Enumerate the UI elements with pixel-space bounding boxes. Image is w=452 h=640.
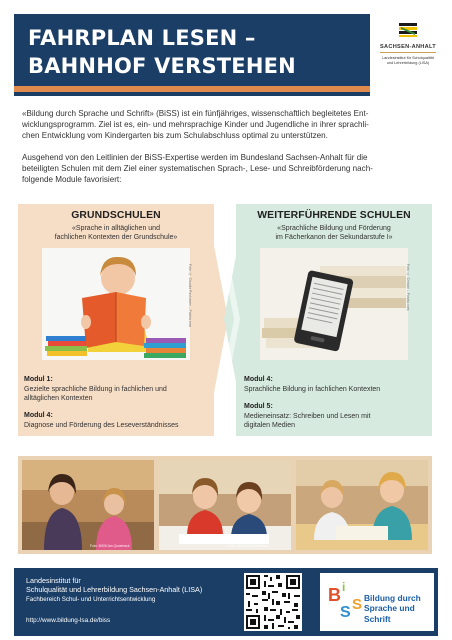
svg-text:S: S [340, 604, 351, 621]
panel-subtitle-line-2: im Fächerkanon der Sekundarstufe I» [275, 234, 393, 241]
title-accent-bar [14, 86, 370, 92]
child-reading-photo [42, 248, 190, 360]
panel-subtitle-line-1: «Sprachliche Bildung und Förderung [277, 225, 391, 232]
coat-of-arms-icon [398, 22, 418, 38]
module-desc [244, 412, 414, 430]
biss-tagline [364, 593, 434, 624]
module-title: Modul 5: [244, 403, 273, 410]
intro-p2-line: Ausgehend von den Leitlinien der BiSS-Expertise werden im Bundesland Sachsen-Anhalt für die [22, 153, 368, 162]
transition-arrow [208, 214, 244, 424]
module-desc-line: Medieneinsatz: Schreiben und Lesen mit [244, 413, 371, 420]
footer-institute-line-1: Landesinstitut für [26, 576, 81, 585]
svg-text:B: B [328, 585, 341, 605]
logo-institute-name [374, 56, 442, 66]
biss-tagline-line-2: Sprache und Schrift [364, 603, 415, 624]
footer-url[interactable]: http://www.bildung-lsa.de/biss [26, 617, 111, 624]
module-desc-line: alltäglichen Kontexten [24, 395, 93, 402]
logo-sub-line-1: Landesinstitut für Schulqualität [382, 56, 434, 60]
biss-logo [320, 573, 434, 631]
module-title: Modul 4: [24, 412, 53, 419]
title-banner [14, 14, 370, 96]
panel-heading: GRUNDSCHULEN [71, 210, 161, 221]
photo-credit: Foto: BiSS/Jan Quwerlack [90, 544, 130, 548]
panel-subtitle-line-1: «Sprache in alltäglichen und [72, 225, 160, 232]
ereader-books-photo [260, 248, 408, 360]
intro-p2-line: folgende Module favorisiert: [22, 175, 122, 185]
classroom-photo-2 [159, 460, 291, 550]
module-title: Modul 1: [24, 376, 53, 383]
intro-paragraph-2 [22, 152, 432, 186]
intro-paragraph-1 [22, 108, 432, 142]
module-title: Modul 4: [244, 376, 273, 383]
classroom-photo-3 [296, 460, 428, 550]
intro-p1-line: «Bildung durch Sprache und Schrift» (BiSS) ist ein fünfjähriges, wissenschaftlich begleitetes Ent- [22, 109, 369, 118]
panel-heading: WEITERFÜHRENDE SCHULEN [257, 210, 411, 221]
biss-letters-icon [326, 579, 366, 625]
intro-p1-line: wicklungsprogramm. Ziel ist es, ein- und mehrsprachige Kinder und Jugendliche in ihrer sprachli- [22, 120, 369, 130]
footer-department: Fachbereich Schul- und Unterrichtsentwicklung [26, 596, 156, 603]
svg-text:S: S [352, 596, 363, 613]
svg-text:i: i [342, 580, 346, 594]
panel-weiterfuehrende-schulen [236, 204, 432, 436]
photo-strip [18, 456, 432, 554]
module-desc-line: Gezielte sprachliche Bildung in fachlichen und [24, 386, 167, 393]
intro-p2-line: beteiligten Schulen mit dem Ziel einer systematischen Sprach-, Lese- und Schreibförderung nach- [22, 164, 373, 174]
photo-credit: Foto: BiSS/Jan Quwerlack [228, 544, 268, 548]
biss-tagline-line-1: Bildung durch [364, 593, 421, 603]
photo-credit: Foto: © Claudia Paulussen – Fotolia.com [188, 264, 192, 328]
module-desc-line: digitalen Medien [244, 422, 295, 429]
photo-credit: Foto: © Cristian – Fotolia.com [406, 264, 410, 311]
page-title-line-2: BAHNHOF VERSTEHEN [28, 54, 296, 78]
panel-subtitle-line-2: fachlichen Kontexten der Grundschule» [54, 234, 178, 241]
panel-grundschulen [18, 204, 214, 436]
sachsen-anhalt-logo [372, 16, 444, 88]
logo-divider [380, 52, 436, 53]
footer-institute-line-2: Schulqualität und Lehrerbildung Sachsen-Anhalt (LISA) [26, 585, 203, 594]
module-desc: Diagnose und Förderung des Leseverständnisses [24, 422, 179, 429]
footer [14, 568, 438, 636]
qr-code[interactable] [244, 573, 302, 631]
logo-state-name: SACHSEN-ANHALT [380, 44, 436, 50]
intro-p1-line: chen Entwicklung vom Kindergarten bis zum Schulabschluss optimal zu unterstützen. [22, 131, 328, 141]
logo-sub-line-2: und Lehrerbildung (LISA) [386, 61, 430, 65]
classroom-photo-1 [22, 460, 154, 550]
module-desc: Sprachliche Bildung in fachlichen Kontexten [244, 386, 381, 393]
module-desc [24, 385, 194, 403]
page-title-line-1: FAHRPLAN LESEN – [28, 26, 256, 50]
